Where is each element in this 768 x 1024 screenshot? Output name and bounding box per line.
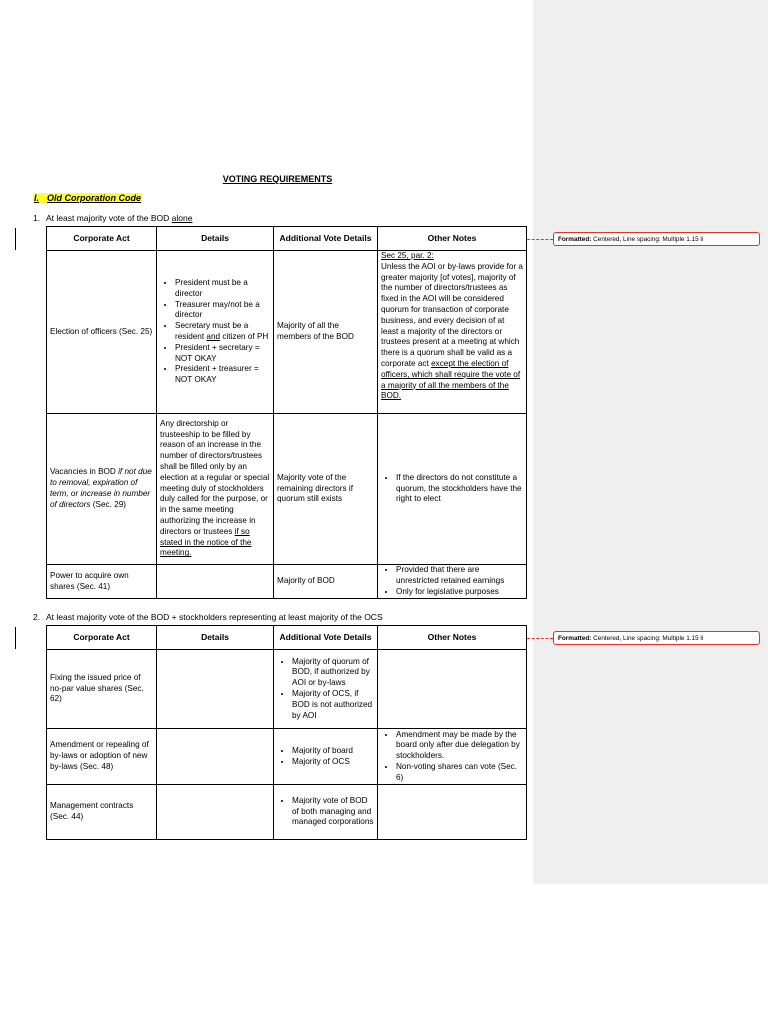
- details-text-underlined: if so stated in the notice of the meeting.: [160, 526, 252, 558]
- list-item: • If the directors do not constitute a quorum, the stockholders have the right to elect: [396, 473, 523, 505]
- cell-details: [157, 785, 274, 840]
- comment-margin-pane: [533, 0, 768, 884]
- list-number: 1.: [33, 213, 41, 223]
- notes-text-underlined: except the election of officers, which shall require the vote of a majority of all the members of the BOD.: [381, 358, 521, 401]
- cell-act: Fixing the issued price of no-par value shares (Sec. 62): [47, 650, 157, 729]
- header-corporate-act: Corporate Act: [47, 626, 157, 650]
- list-item: • Only for legislative purposes: [396, 587, 523, 598]
- header-other-notes: Other Notes: [378, 227, 527, 251]
- comment-leader-line: [527, 239, 553, 240]
- details-text: Any directorship or trusteeship to be filled by reason of an increase in the number of directors/trustees shall be filled only by an election at a regular or special meeting duly of stockholders duly called for the purpose, or in the same meeting authorizing the increase in directors or trustees: [160, 418, 270, 536]
- table-row: [47, 650, 527, 729]
- list-item-1: [33, 213, 192, 223]
- cell-act: Election of officers (Sec. 25): [47, 251, 157, 414]
- notes-body: [381, 262, 523, 402]
- list-item: • Majority of board: [292, 746, 374, 757]
- act-reference: (Sec. 29): [90, 499, 126, 509]
- cell-additional: Majority of BOD: [274, 565, 378, 599]
- table-row: [47, 785, 527, 840]
- list-item: • Majority vote of BOD of both managing and managed corporations: [292, 796, 374, 828]
- table-header-row: [47, 626, 527, 650]
- additional-list: [277, 746, 374, 768]
- document-title: VOTING REQUIREMENTS: [222, 174, 333, 184]
- comment-text: Centered, Line spacing: Multiple 1.15 li: [591, 635, 704, 642]
- table-header-row: [47, 227, 527, 251]
- cell-act: Amendment or repealing of by-laws or adoption of new by-laws (Sec. 48): [47, 729, 157, 785]
- list-item: • Treasurer may/not be a director: [175, 300, 270, 322]
- list-text-underlined: alone: [171, 213, 193, 223]
- cell-details: [157, 650, 274, 729]
- change-bar: [15, 627, 16, 649]
- cell-notes: [378, 729, 527, 785]
- section-heading: [33, 193, 142, 203]
- detail-text: Secretary must be a resident: [175, 321, 249, 341]
- list-number: 2.: [33, 612, 41, 622]
- cell-details: [157, 729, 274, 785]
- comment-text: Centered, Line spacing: Multiple 1.15 li: [591, 236, 704, 243]
- detail-text-underlined: and: [206, 332, 221, 341]
- formatting-comment-balloon[interactable]: [553, 232, 760, 246]
- table-row: [47, 414, 527, 565]
- cell-details: [157, 251, 274, 414]
- notes-reference: Sec 25, par. 2:: [381, 251, 434, 260]
- change-bar: [15, 228, 16, 250]
- header-additional: Additional Vote Details: [274, 626, 378, 650]
- additional-list: [277, 657, 374, 722]
- comment-leader-line: [527, 638, 553, 639]
- cell-additional: Majority vote of the remaining directors if quorum still exists: [274, 414, 378, 565]
- cell-notes: [378, 414, 527, 565]
- comment-label: Formatted:: [558, 236, 592, 243]
- section-label: Old Corporation Code: [47, 193, 142, 203]
- comment-label: Formatted:: [558, 635, 592, 642]
- notes-list: [381, 565, 523, 597]
- formatting-comment-balloon[interactable]: [553, 631, 760, 645]
- cell-notes: [378, 650, 527, 729]
- cell-additional: Majority of all the members of the BOD: [274, 251, 378, 414]
- cell-notes: [378, 785, 527, 840]
- table-row: [47, 251, 527, 414]
- voting-table-2: [46, 625, 527, 840]
- cell-notes: [378, 565, 527, 599]
- cell-act: Power to acquire own shares (Sec. 41): [47, 565, 157, 599]
- table-row: [47, 565, 527, 599]
- header-other-notes: Other Notes: [378, 626, 527, 650]
- list-text: At least majority vote of the BOD: [46, 213, 172, 223]
- list-item: • Majority of OCS, if BOD is not authorized by AOI: [292, 689, 374, 721]
- act-text-italic: if not due to removal, expiration of term, or increase in number of directors: [50, 467, 152, 509]
- list-item: • Provided that there are unrestricted retained earnings: [396, 565, 523, 587]
- header-details: Details: [157, 626, 274, 650]
- list-item: [175, 321, 270, 343]
- cell-additional: [274, 785, 378, 840]
- list-item: • Amendment may be made by the board only after due delegation by stockholders.: [396, 730, 523, 762]
- additional-list: [277, 796, 374, 828]
- act-text: Vacancies in BOD: [50, 467, 119, 477]
- list-item: • Majority of OCS: [292, 757, 374, 768]
- cell-act: Management contracts (Sec. 44): [47, 785, 157, 840]
- cell-notes: [378, 251, 527, 414]
- section-number: I.: [34, 193, 40, 203]
- notes-list: [381, 730, 523, 784]
- cell-act: [47, 414, 157, 565]
- details-list: [160, 278, 270, 386]
- table-row: [47, 729, 527, 785]
- voting-table-1: [46, 226, 527, 599]
- list-item-2: [33, 612, 383, 622]
- header-additional: Additional Vote Details: [274, 227, 378, 251]
- notes-text: Unless the AOI or by-laws provide for a greater majority [of votes], majority of the number of directors/trustees as fixed in the AOI will be considered quorum for transaction of corporate business, and every decision of at least a majority of the directors or trustees present at a meeting at which there is a quorum shall be valid as a corporate act: [381, 261, 523, 368]
- cell-details: [157, 414, 274, 565]
- list-item: • Majority of quorum of BOD, if authorized by AOI or by-laws: [292, 657, 374, 689]
- list-item: • Non-voting shares can vote (Sec. 6): [396, 762, 523, 784]
- cell-additional: [274, 650, 378, 729]
- cell-details: [157, 565, 274, 599]
- list-item: • President must be a director: [175, 278, 270, 300]
- header-details: Details: [157, 227, 274, 251]
- header-corporate-act: Corporate Act: [47, 227, 157, 251]
- detail-text: citizen of PH: [220, 332, 269, 341]
- notes-list: [381, 473, 523, 505]
- cell-additional: [274, 729, 378, 785]
- list-text: At least majority vote of the BOD + stockholders representing at least majority of the OCS: [46, 612, 383, 622]
- list-item: • President + treasurer = NOT OKAY: [175, 364, 270, 386]
- list-item: • President + secretary = NOT OKAY: [175, 343, 270, 365]
